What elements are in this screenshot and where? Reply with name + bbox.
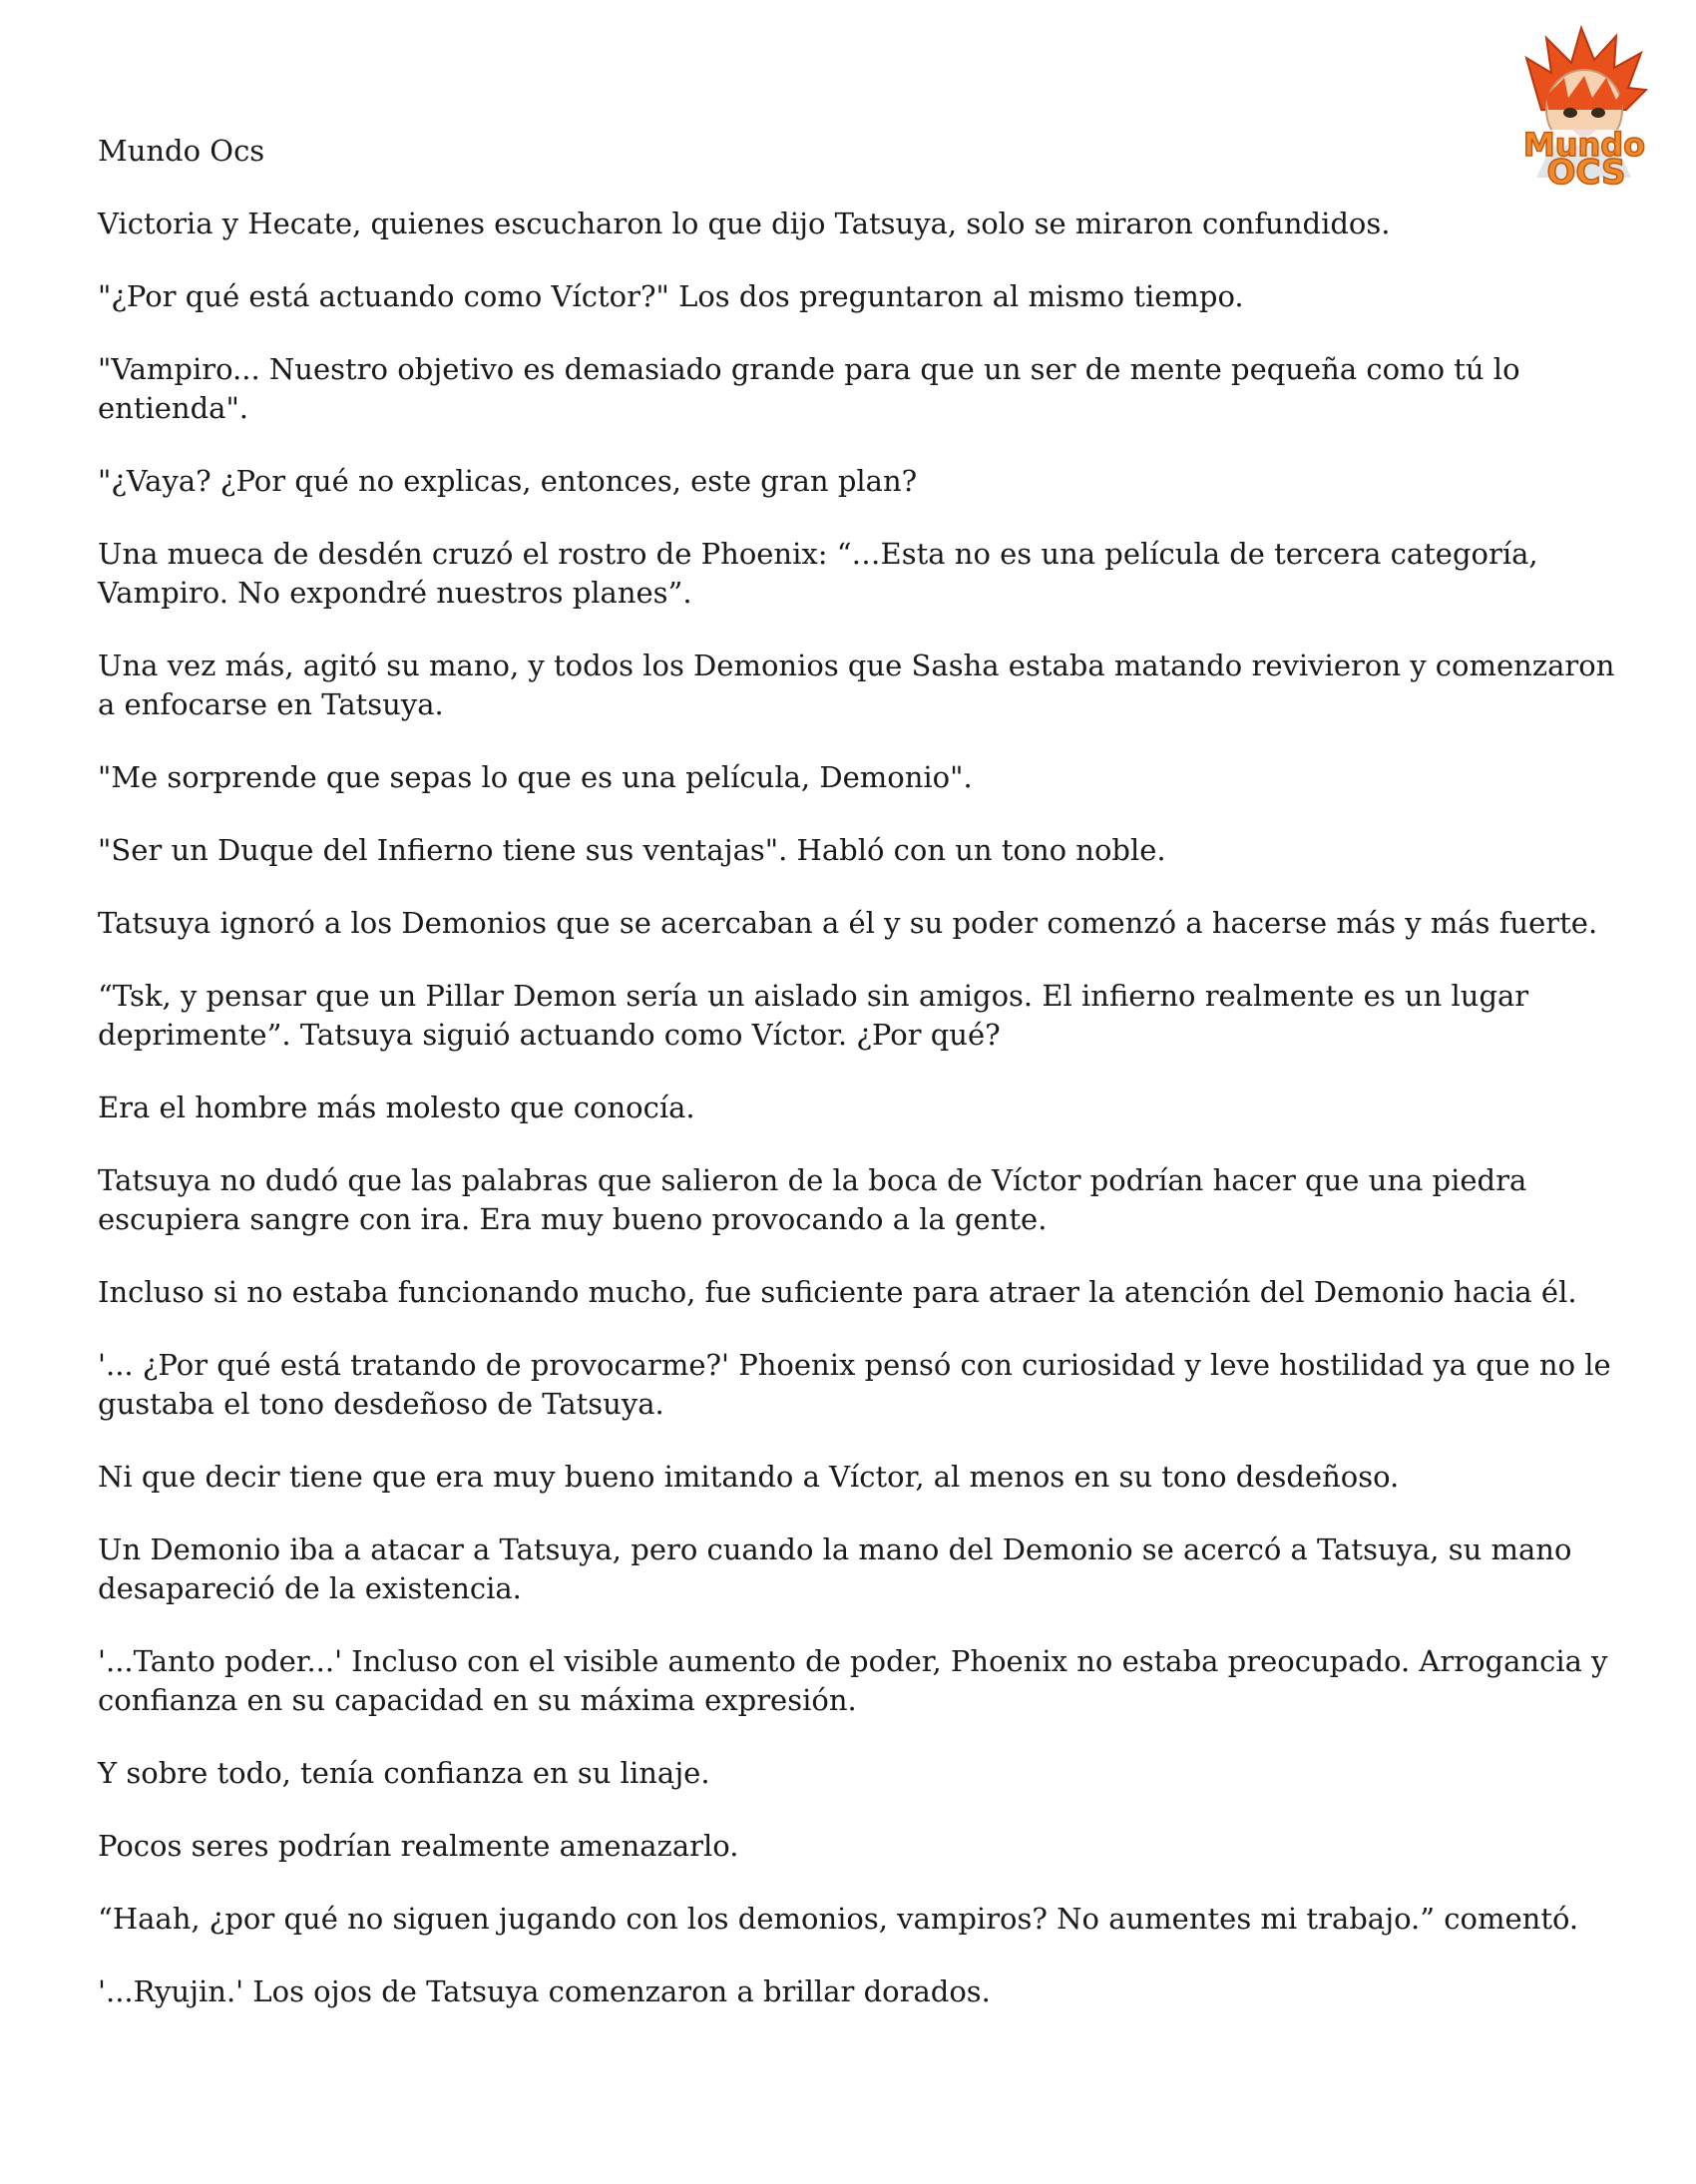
paragraph-17: '...Tanto poder...' Incluso con el visible aumento de poder, Phoenix no estaba preocupado. Arrogancia y confianza en su capacidad en su máxima expresión.: [98, 1644, 1608, 1717]
paragraph-16: Un Demonio iba a atacar a Tatsuya, pero cuando la mano del Demonio se acercó a Tatsuya, su mano desapareció de la existencia.: [98, 1532, 1572, 1605]
paragraph-8: "Ser un Duque del Infierno tiene sus ventajas". Habló con un tono noble.: [98, 833, 1166, 867]
paragraph-3: "Vampiro... Nuestro objetivo es demasiado grande para que un ser de mente pequeña como tú lo entienda".: [98, 352, 1520, 425]
svg-text:Mundo: Mundo: [1522, 126, 1646, 164]
paragraph-19: Pocos seres podrían realmente amenazarlo.: [98, 1829, 739, 1863]
svg-text:OCS: OCS: [1546, 153, 1626, 193]
paragraph-13: Incluso si no estaba funcionando mucho, fue suficiente para atraer la atención del Demonio hacia él.: [98, 1275, 1577, 1309]
paragraph-4: "¿Vaya? ¿Por qué no explicas, entonces, este gran plan?: [98, 464, 918, 498]
paragraph-7: "Me sorprende que sepas lo que es una película, Demonio".: [98, 760, 973, 794]
paragraph-2: "¿Por qué está actuando como Víctor?" Los dos preguntaron al mismo tiempo.: [98, 279, 1244, 313]
paragraph-20: “Haah, ¿por qué no siguen jugando con los demonios, vampiros? No aumentes mi trabajo.” comentó.: [98, 1902, 1579, 1936]
document-heading: Mundo Ocs: [98, 134, 265, 168]
paragraph-21: '...Ryujin.' Los ojos de Tatsuya comenzaron a brillar dorados.: [98, 1974, 991, 2008]
paragraph-11: Era el hombre más molesto que conocía.: [98, 1091, 695, 1124]
paragraph-1: Victoria y Hecate, quienes escucharon lo que dijo Tatsuya, solo se miraron confundidos.: [98, 207, 1391, 240]
document-body: [98, 132, 1634, 2045]
paragraph-12: Tatsuya no dudó que las palabras que salieron de la boca de Víctor podrían hacer que una piedra escupiera sangre con ira. Era muy bueno provocando a la gente.: [98, 1163, 1527, 1236]
paragraph-15: Ni que decir tiene que era muy bueno imitando a Víctor, al menos en su tono desdeñoso.: [98, 1460, 1400, 1494]
paragraph-5: Una mueca de desdén cruzó el rostro de Phoenix: “…Esta no es una película de tercera categoría, Vampiro. No expondré nuestros planes”.: [98, 537, 1538, 610]
paragraph-9: Tatsuya ignoró a los Demonios que se acercaban a él y su poder comenzó a hacerse más y más fuerte.: [98, 906, 1598, 940]
paragraph-6: Una vez más, agitó su mano, y todos los Demonios que Sasha estaba matando revivieron y comenzaron a enfocarse en Tatsuya.: [98, 649, 1615, 721]
paragraph-18: Y sobre todo, tenía confianza en su linaje.: [98, 1756, 710, 1790]
paragraph-10: “Tsk, y pensar que un Pillar Demon sería un aislado sin amigos. El infierno realmente es un lugar deprimente”. Tatsuya siguió actuando como Víctor. ¿Por qué?: [98, 979, 1529, 1052]
paragraph-14: '... ¿Por qué está tratando de provocarme?' Phoenix pensó con curiosidad y leve hostilidad ya que no le gustaba el tono desdeñoso de Tatsuya.: [98, 1348, 1611, 1421]
